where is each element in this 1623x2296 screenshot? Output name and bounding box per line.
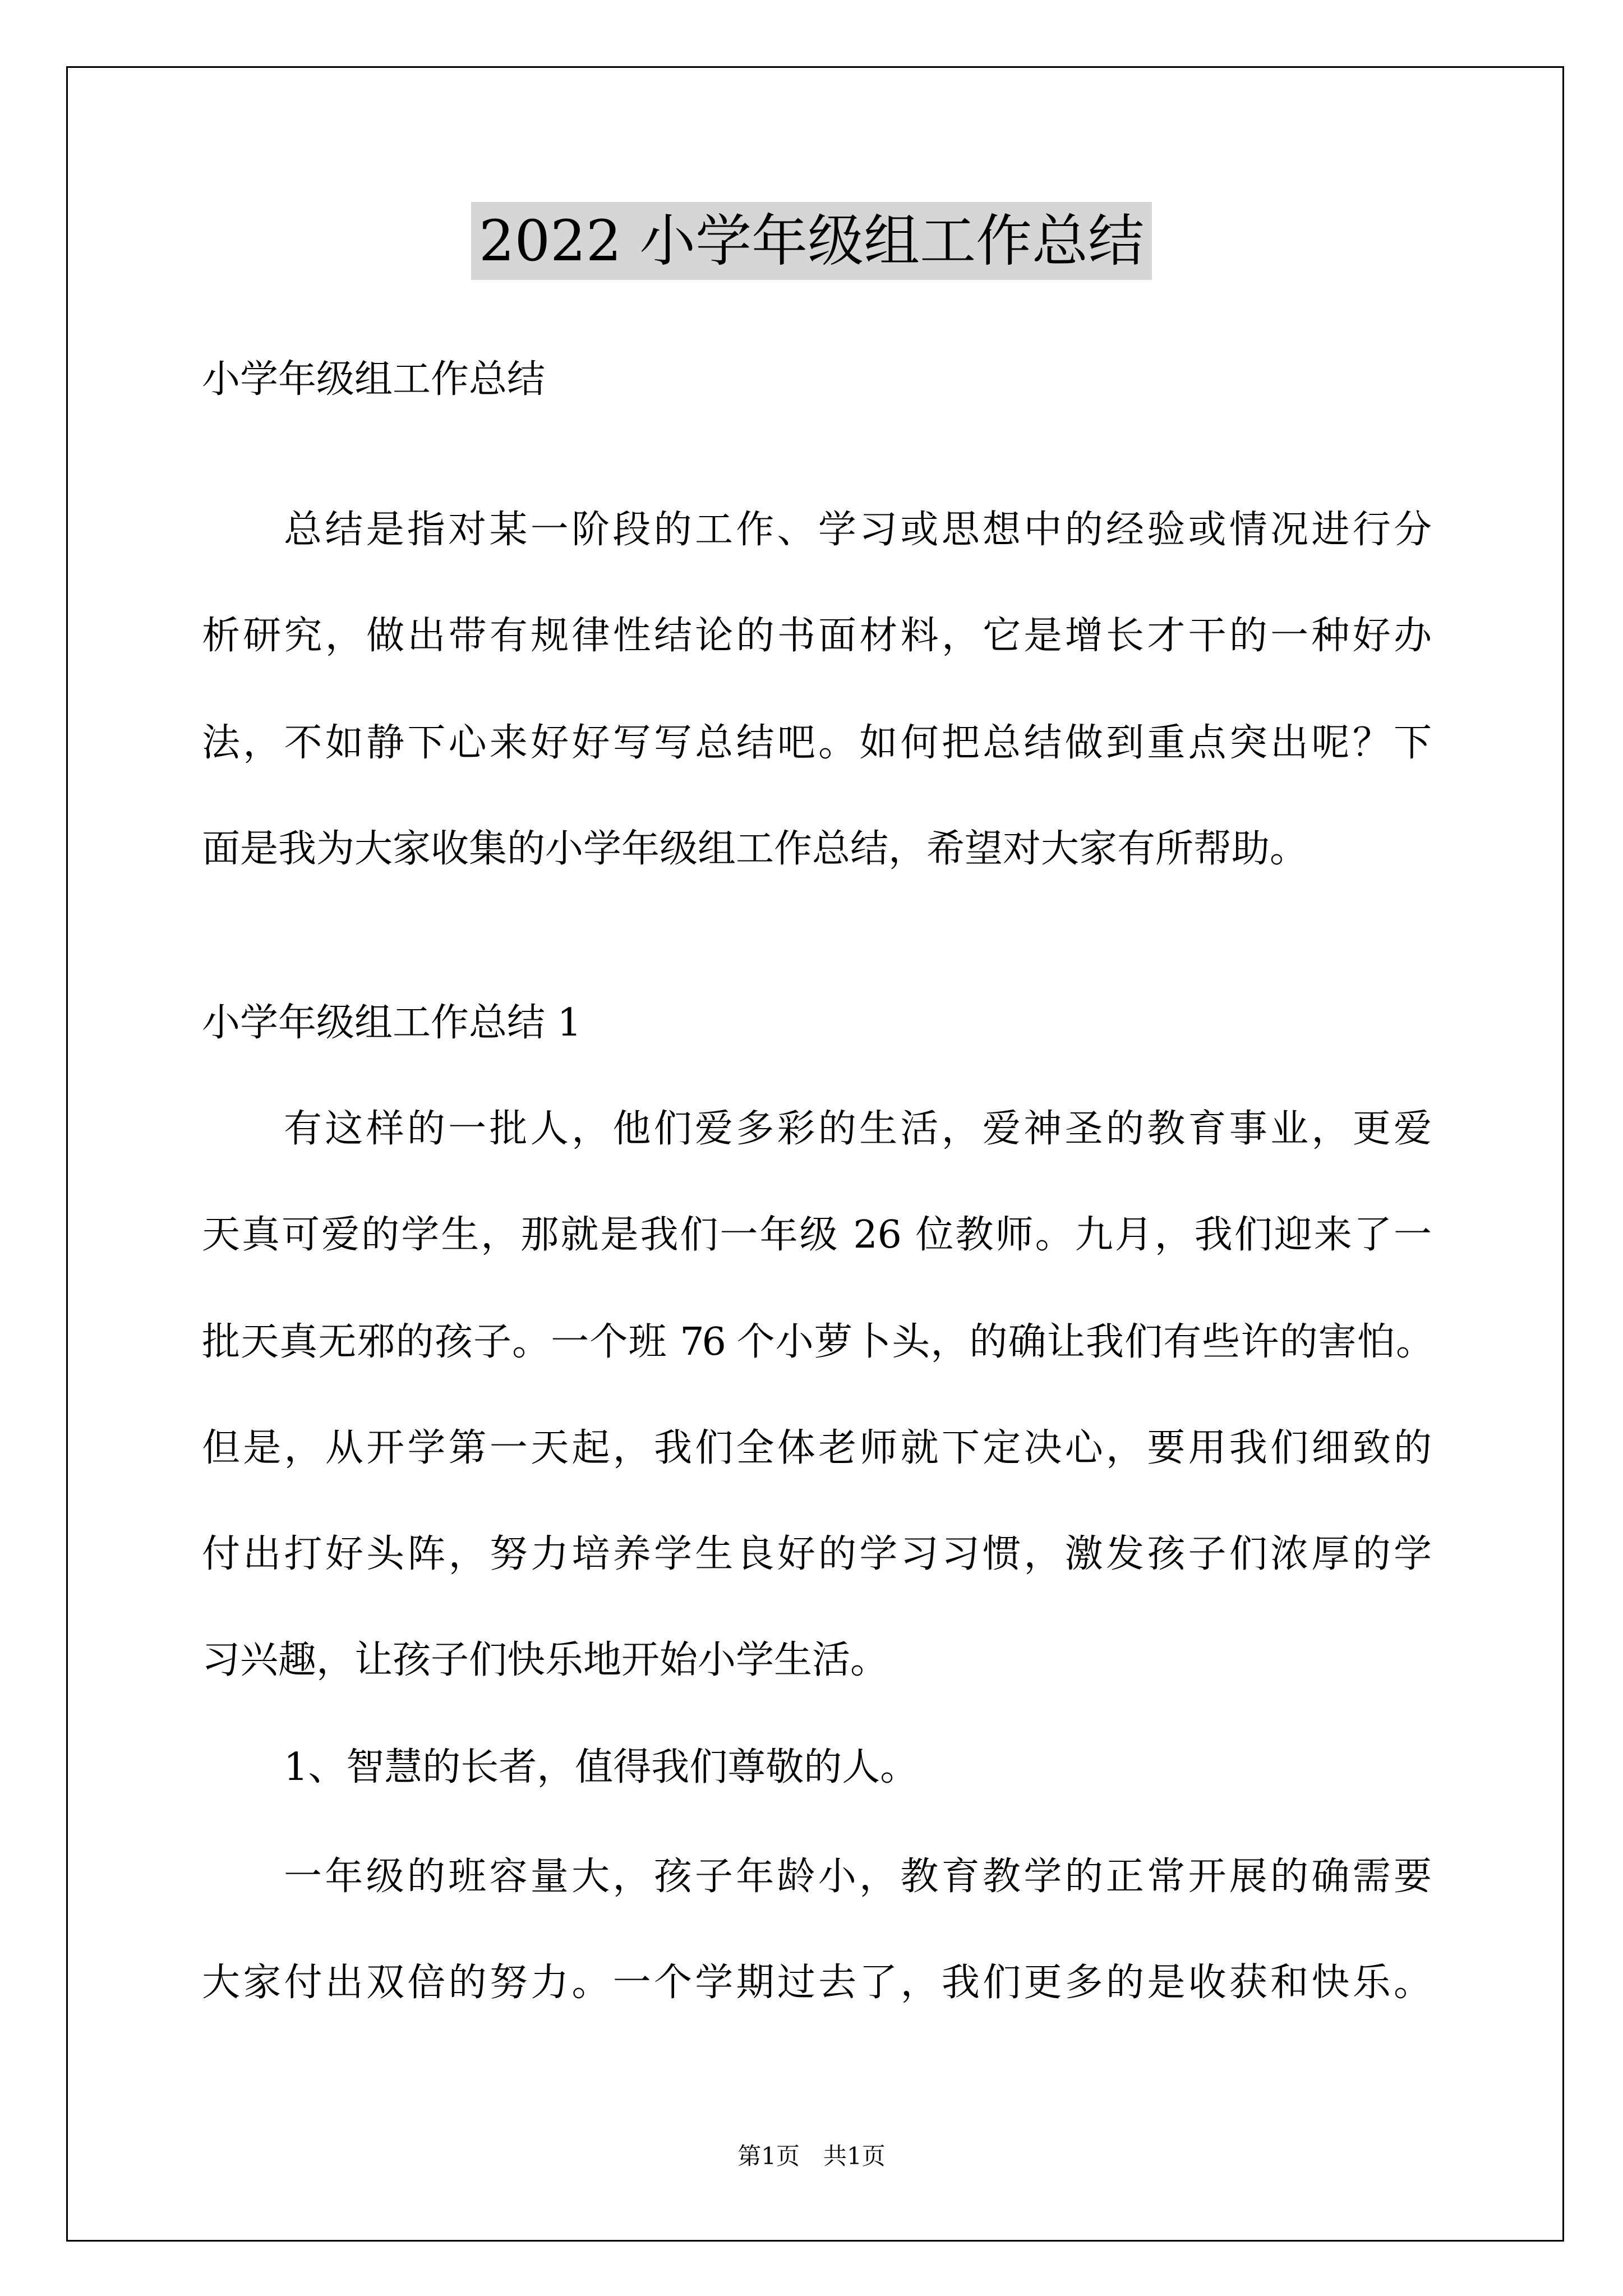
paragraph-line: 面是我为大家收集的小学年级组工作总结，希望对大家有所帮助。 <box>202 827 1308 871</box>
page-footer <box>0 2139 1623 2173</box>
paragraph-line: 大家付出双倍的努力。一个学期过去了，我们更多的是收获和快乐。 <box>202 1961 1432 2005</box>
paragraph-line: 一年级的班容量大，孩子年龄小，教育教学的正常开展的确需要 <box>284 1855 1432 1899</box>
title-container <box>0 202 1623 280</box>
page-number: 第1页 <box>737 2142 800 2170</box>
paragraph-line: 法，不如静下心来好好写写总结吧。如何把总结做到重点突出呢？下 <box>202 721 1432 765</box>
paragraph-line: 付出打好头阵，努力培养学生良好的学习习惯，激发孩子们浓厚的学 <box>202 1532 1432 1576</box>
paragraph-line: 有这样的一批人，他们爱多彩的生活，爱神圣的教育事业，更爱 <box>284 1107 1432 1151</box>
page-total: 共1页 <box>823 2142 886 2170</box>
paragraph-line: 但是，从开学第一天起，我们全体老师就下定决心，要用我们细致的 <box>202 1426 1432 1470</box>
paragraph-line: 批天真无邪的孩子。一个班 76 个小萝卜头，的确让我们有些许的害怕。 <box>202 1320 1432 1364</box>
paragraph-line: 习兴趣，让孩子们快乐地开始小学生活。 <box>202 1638 889 1682</box>
document-heading: 小学年级组工作总结 <box>202 357 546 402</box>
section-heading: 小学年级组工作总结 1 <box>202 1001 582 1045</box>
list-item: 1、智慧的长者，值得我们尊敬的人。 <box>284 1745 919 1789</box>
paragraph-line: 天真可爱的学生，那就是我们一年级 26 位教师。九月，我们迎来了一 <box>202 1213 1432 1257</box>
paragraph-line: 总结是指对某一阶段的工作、学习或思想中的经验或情况进行分 <box>284 508 1432 552</box>
document-title: 2022 小学年级组工作总结 <box>471 202 1152 280</box>
paragraph-line: 析研究，做出带有规律性结论的书面材料，它是增长才干的一种好办 <box>202 614 1432 658</box>
